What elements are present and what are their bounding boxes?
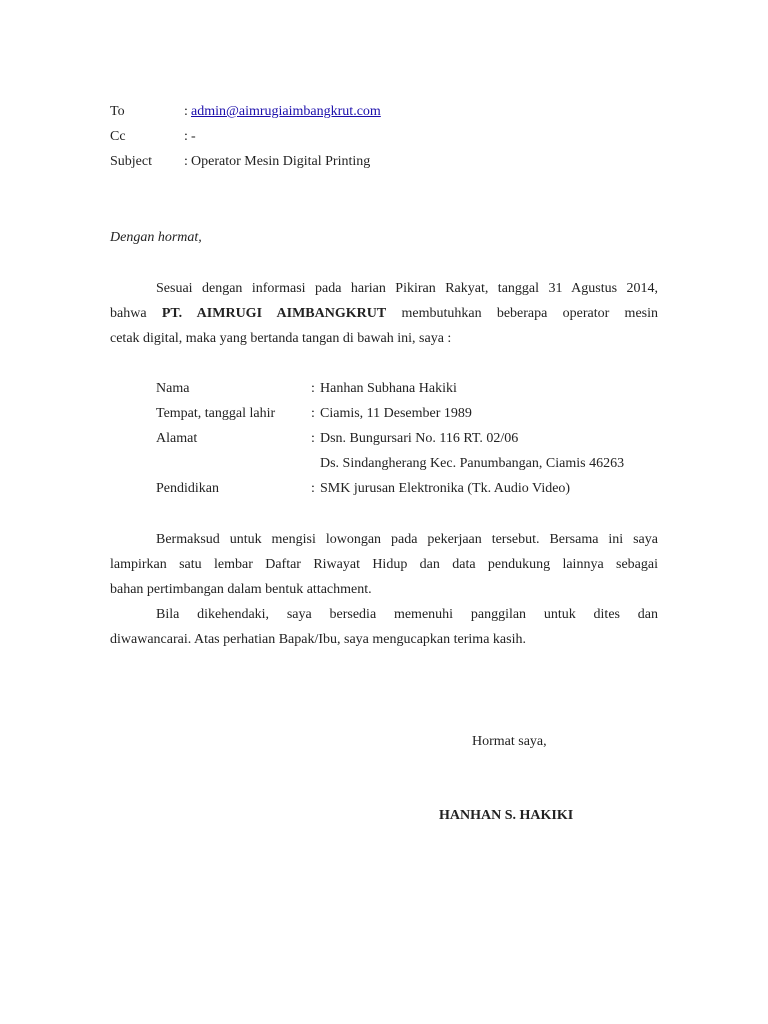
para2-line1: Bermaksud untuk mengisi lowongan pada pekerjaan tersebut. Bersama ini saya <box>156 532 658 547</box>
detail-sep: : <box>311 431 315 446</box>
cc-label: Cc <box>110 129 126 144</box>
cc-value: - <box>191 129 196 144</box>
subject-value: Operator Mesin Digital Printing <box>191 154 371 169</box>
para1-line3: cetak digital, maka yang bertanda tangan di bawah ini, saya : <box>110 331 452 346</box>
detail-value: Ciamis, 11 Desember 1989 <box>320 406 472 421</box>
para1-line1: Sesuai dengan informasi pada harian Pikiran Rakyat, tanggal 31 Agustus 2014, <box>156 281 658 296</box>
detail-label: Nama <box>156 381 190 396</box>
cc-sep: : <box>184 129 188 144</box>
to-label: To <box>110 104 125 119</box>
para1-text: membutuhkan beberapa operator mesin <box>401 306 658 321</box>
para1-line2 <box>110 305 658 323</box>
company-name: PT. AIMRUGI AIMBANGKRUT <box>161 306 387 321</box>
para2-line2: lampirkan satu lembar Daftar Riwayat Hidup dan data pendukung lainnya sebagai <box>110 557 658 572</box>
para2-line3: bahan pertimbangan dalam bentuk attachment. <box>110 582 372 597</box>
detail-value: SMK jurusan Elektronika (Tk. Audio Video) <box>320 481 571 496</box>
subject-sep: : <box>184 154 188 169</box>
subject-label: Subject <box>110 154 152 169</box>
detail-label: Pendidikan <box>156 481 219 496</box>
detail-label: Tempat, tanggal lahir <box>156 406 276 421</box>
para1-text: bahwa <box>110 306 147 321</box>
to-sep: : <box>184 104 188 119</box>
detail-value: Dsn. Bungursari No. 116 RT. 02/06 <box>320 431 519 446</box>
detail-sep: : <box>311 481 315 496</box>
para3-line1: Bila dikehendaki, saya bersedia memenuhi panggilan untuk dites dan <box>156 607 658 622</box>
para3-line2: diwawancarai. Atas perhatian Bapak/Ibu, saya mengucapkan terima kasih. <box>110 632 526 647</box>
to-email-link[interactable]: admin@aimrugiaimbangkrut.com <box>191 104 381 119</box>
detail-value: Hanhan Subhana Hakiki <box>320 381 457 396</box>
detail-sep: : <box>311 406 315 421</box>
detail-label: Alamat <box>156 431 198 446</box>
detail-value: Ds. Sindangherang Kec. Panumbangan, Ciamis 46263 <box>320 456 625 471</box>
detail-sep: : <box>311 381 315 396</box>
signature-name: HANHAN S. HAKIKI <box>439 808 574 823</box>
closing: Hormat saya, <box>472 734 547 749</box>
salutation: Dengan hormat, <box>110 230 202 245</box>
